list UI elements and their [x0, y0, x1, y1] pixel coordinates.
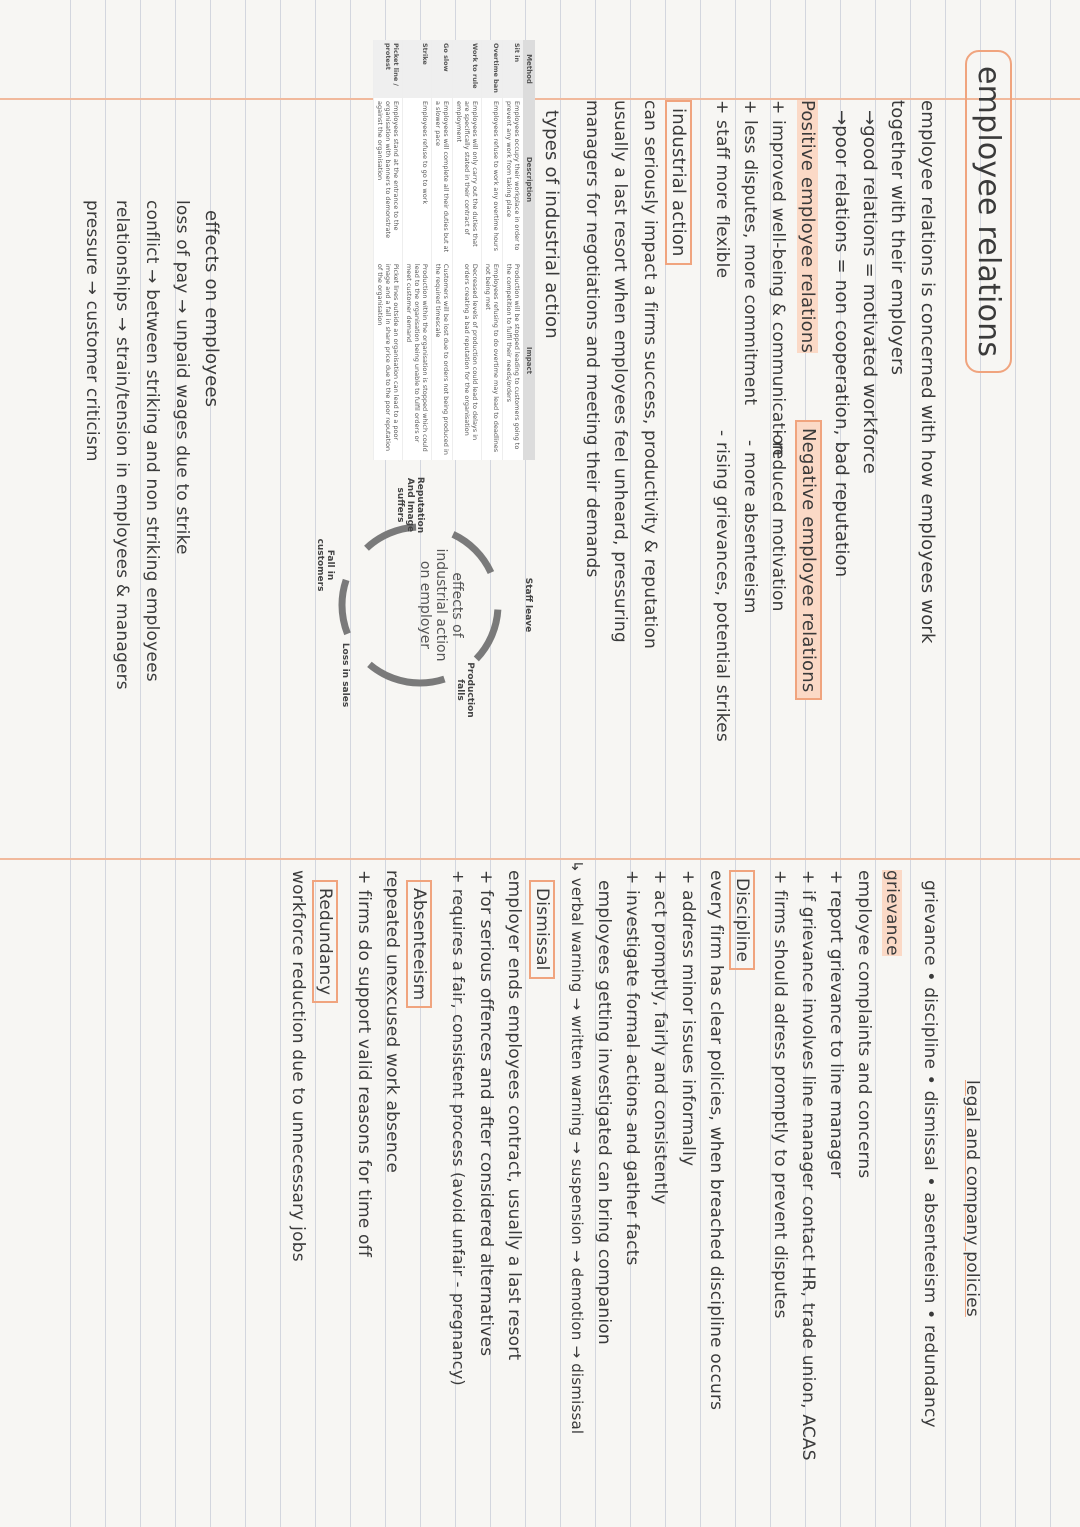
- cycle-center-text: effects of industrial action on employer: [417, 548, 465, 662]
- negative-point-2: - more absenteeism: [740, 440, 760, 614]
- intro-line-1: employee relations is concerned with how employees work: [917, 100, 938, 644]
- absenteeism-heading: Absenteeism: [406, 880, 432, 1008]
- grievance-line-3: + if grievance involves line manager contact HR, trade union, ACAS: [798, 870, 818, 1461]
- intro-line-2: together with their employers: [887, 100, 908, 376]
- negative-heading: Negative employee relations: [795, 420, 822, 700]
- table-cell: Overtime ban: [482, 40, 503, 98]
- positive-point-3: + staff more flexible: [712, 100, 732, 279]
- grievance-line-1: employee complaints and concerns: [854, 870, 874, 1179]
- discipline-line-4: + investigate formal actions and gather facts: [622, 870, 642, 1266]
- dismissal-line-1: employer ends employees contract, usually a last resort: [504, 870, 524, 1361]
- effects-line-4: pressure → customer criticism: [82, 200, 102, 462]
- table-cell: Employees stand at the entrance to the organisation with banners to demonstrate against the organisation: [374, 98, 403, 261]
- negative-point-3: - rising grievances, potential strikes: [712, 430, 732, 742]
- table-cell: Employees occupy their workplace in order to prevent any work from taking place: [503, 98, 524, 261]
- intro-line-4: →poor relations = non cooperation, bad reputation: [831, 110, 852, 578]
- discipline-line-1: every firm has clear policies, when breached discipline occurs: [706, 870, 726, 1411]
- discipline-heading: Discipline: [729, 870, 755, 970]
- table-cell: Picket lines outside an organisation can lead to a poor image and a fall in share price due to the poor reputation of the organisation: [374, 261, 403, 460]
- discipline-line-2: + address minor issues informally: [678, 870, 698, 1167]
- effects-line-1: loss of pay → unpaid wages due to strike: [172, 200, 192, 555]
- table-row: [503, 40, 524, 460]
- table-cell: Employees refuse to work any overtime hours: [482, 98, 503, 261]
- discipline-line-3: + act promptly, fairly and consistently: [650, 870, 670, 1205]
- table-cell: Sit in: [503, 40, 524, 98]
- effects-line-3: relationships → strain/tension in employees & managers: [112, 200, 132, 690]
- cycle-node-loss-in-sales: Loss in sales: [340, 642, 350, 708]
- industrial-line-1: can seriously impact a firms success, productivity & reputation: [640, 100, 660, 650]
- table-cell: Customers will be lost due to orders not being produced in the required timescale: [432, 261, 453, 460]
- types-heading: types of industrial action: [541, 110, 562, 339]
- table-cell: Strike: [403, 40, 432, 98]
- table-row: [482, 40, 503, 460]
- grievance-line-4: + firms should adress promptly to prevent disputes: [770, 870, 790, 1319]
- dismissal-line-2: + for serious offences and after considered alternatives: [476, 870, 496, 1357]
- table-header: Impact: [523, 261, 535, 460]
- table-cell: Picket line / protest: [374, 40, 403, 98]
- redundancy-heading: Redundancy: [312, 880, 338, 1003]
- grievance-line-2: + report grievance to line manager: [826, 870, 846, 1179]
- table-cell: Employees will only carry out the duties that are specifically stated in their contract of employment: [453, 98, 482, 261]
- industrial-line-2: usually a last resort when employees feel unheard, pressuring: [610, 100, 630, 643]
- table-row: [403, 40, 432, 460]
- effects-cycle-diagram: [305, 476, 535, 720]
- discipline-line-5: employees getting investigated can bring companion: [594, 880, 614, 1345]
- redundancy-line-1: workforce reduction due to unnecessary jobs: [288, 870, 308, 1262]
- cycle-node-production-falls: Production falls: [455, 662, 475, 718]
- positive-point-1: + improved well-being & communication: [768, 100, 788, 456]
- table-header: Description: [523, 98, 535, 261]
- policies-heading: legal and company policies: [962, 1080, 982, 1317]
- discipline-line-6: ↳ verbal warning → written warning → suspension → demotion → dismissal: [568, 860, 586, 1435]
- cycle-node-reputation: Reputation And Image suffers: [395, 476, 425, 534]
- cycle-node-staff-leave: Staff leave: [523, 577, 533, 633]
- table-cell: Production will be stopped leading to customers going to the competition to fulfil their needs/orders: [503, 261, 524, 460]
- dismissal-line-3: + requires a fair, consistent process (avoid unfair - pregnancy): [449, 870, 468, 1386]
- table-row: [374, 40, 403, 460]
- absenteeism-line-1: repeated unexcused work absence: [382, 870, 402, 1174]
- page-title: employee relations: [965, 50, 1012, 373]
- positive-point-2: + less disputes, more commitment: [740, 100, 760, 406]
- dismissal-heading: Dismissal: [529, 880, 555, 979]
- negative-point-1: - reduced motivation: [768, 430, 788, 612]
- table-cell: Decreased levels of production could lead to delays in orders creating a bad reputation for the organisation: [453, 261, 482, 460]
- table-header: Method: [523, 40, 535, 98]
- table-cell: Production within the organisation is stopped which could lead to the organisation being unable to fulfil orders or meet customer demand: [403, 261, 432, 460]
- table-cell: Work to rule: [453, 40, 482, 98]
- table-row: [453, 40, 482, 460]
- table-cell: Employees refuse to go to work: [403, 98, 432, 261]
- effects-line-2: conflict → between striking and non striking employees: [142, 200, 162, 682]
- absenteeism-line-2: + firms do support valid reasons for time off: [354, 870, 374, 1258]
- table-cell: Go slow: [432, 40, 453, 98]
- table-row: [432, 40, 453, 460]
- industrial-action-heading: industrial action: [665, 100, 692, 265]
- intro-line-3: →good relations = motivated workforce: [859, 110, 880, 475]
- grievance-heading: grievance: [882, 870, 902, 956]
- effects-heading: effects on employees: [201, 210, 222, 408]
- positive-heading: Positive employee relations: [797, 100, 818, 354]
- table-cell: Employees will complete all their duties but at a slower pace: [432, 98, 453, 261]
- industrial-action-table: [373, 40, 535, 460]
- industrial-line-3: managers for negotiations and meeting their demands: [582, 100, 602, 578]
- policies-list: grievance • discipline • dismissal • absenteeism • redundancy: [920, 880, 940, 1428]
- table-cell: Employees refusing to do overtime may lead to deadlines not being met: [482, 261, 503, 460]
- cycle-node-fall-in-customers: Fall in customers: [315, 538, 335, 592]
